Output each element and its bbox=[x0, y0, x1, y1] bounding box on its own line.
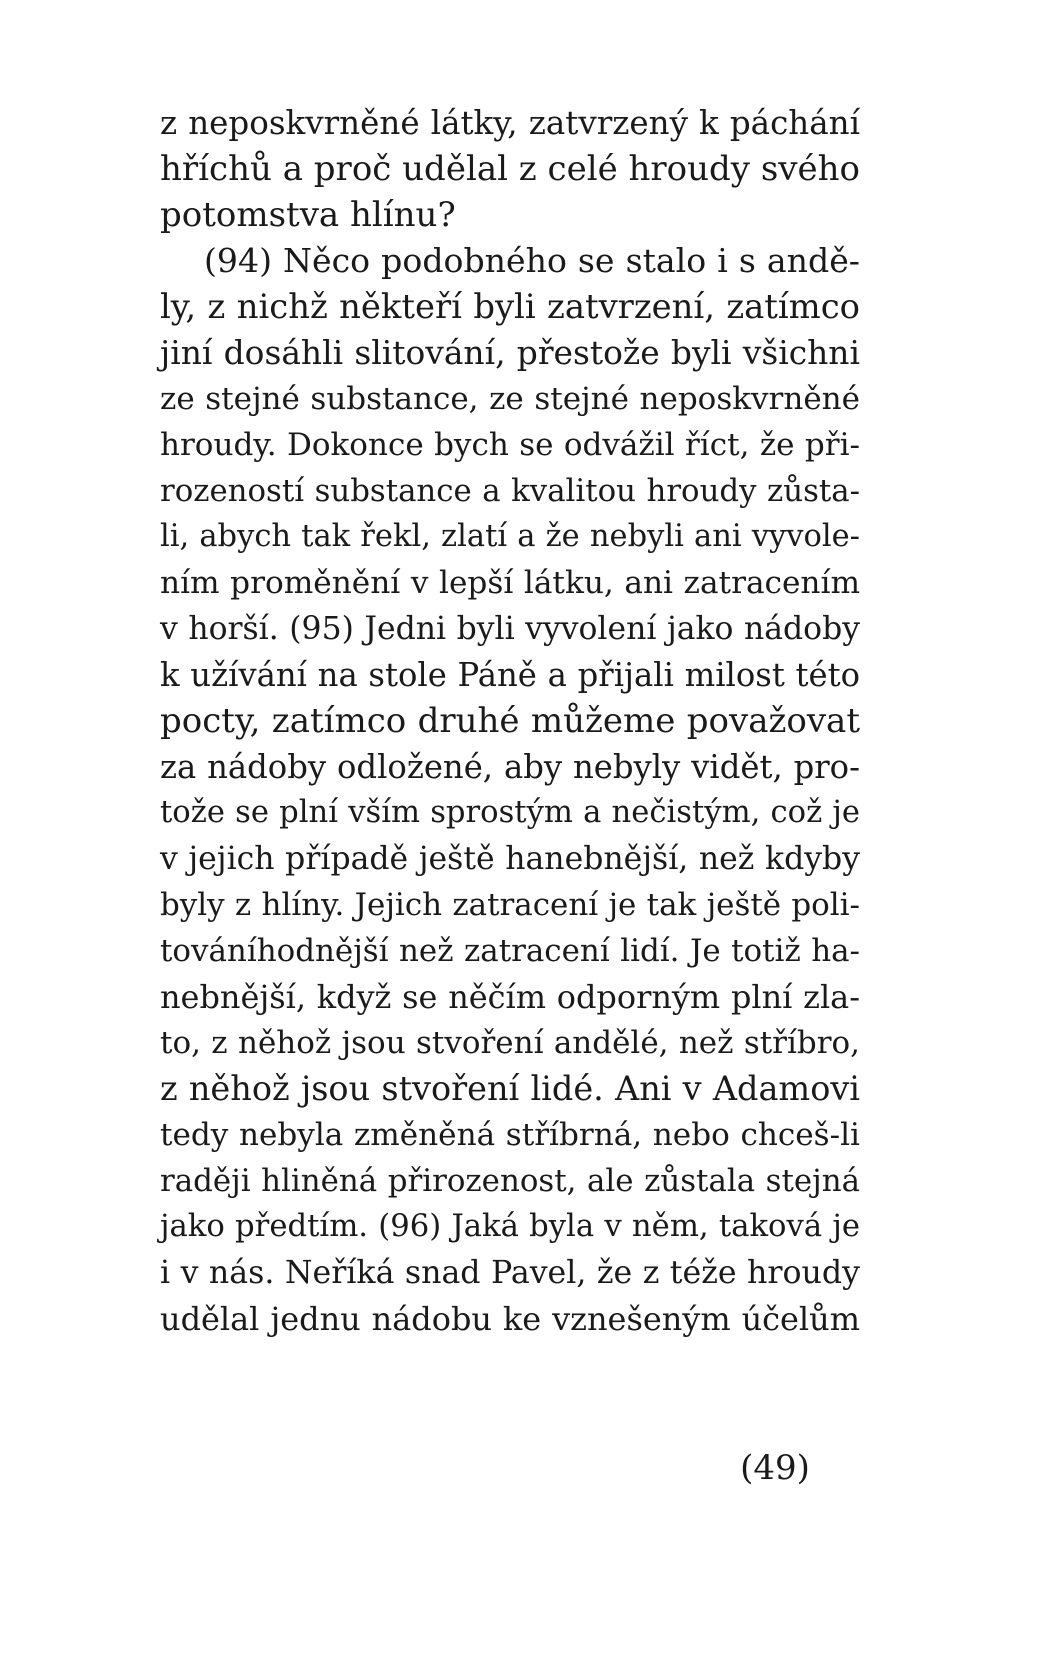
text-line: z neposkvrněné látky, zatvrzený k páchání bbox=[160, 104, 860, 142]
text-line: ním proměnění v lepší látku, ani zatracením bbox=[160, 565, 860, 601]
text-line: ly, z nichž někteří byli zatvrzení, zatímco bbox=[160, 287, 860, 326]
page-number: (49) bbox=[740, 1448, 810, 1488]
text-line: potomstva hlínu? bbox=[160, 195, 456, 235]
text-line: továníhodnější než zatracení lidí. Je totiž ha- bbox=[160, 933, 860, 969]
text-line: jiní dosáhli slitování, přestože byli všichni bbox=[160, 333, 860, 372]
text-line: tože se plní vším sprostým a nečistým, což je bbox=[160, 795, 860, 830]
text-line: hříchů a proč udělal z celé hroudy svého bbox=[160, 149, 860, 189]
text-line: v jejich případě ještě hanebnější, než kdyby bbox=[160, 841, 860, 877]
text-line: byly z hlíny. Jejich zatracení je tak ještě poli- bbox=[160, 887, 860, 923]
text-line: tedy nebyla změněná stříbrná, nebo chceš-li bbox=[160, 1117, 860, 1153]
text-line: udělal jednu nádobu ke vznešeným účelům bbox=[160, 1300, 860, 1338]
text-line: pocty, zatímco druhé můžeme považovat bbox=[160, 701, 860, 741]
text-line: z něhož jsou stvoření lidé. Ani v Adamovi bbox=[160, 1069, 860, 1108]
text-line: jako předtím. (96) Jaká byla v něm, taková je bbox=[160, 1209, 860, 1244]
text-line: nebnější, když se něčím odporným plní zla- bbox=[160, 978, 860, 1016]
text-line: ze stejné substance, ze stejné neposkvrněné bbox=[160, 381, 860, 417]
text-line: k užívání na stole Páně a přijali milost této bbox=[160, 656, 860, 694]
text-line: v horší. (95) Jedni byli vyvolení jako nádoby bbox=[160, 611, 860, 647]
text-line: i v nás. Neříká snad Pavel, že z téže hroudy bbox=[160, 1255, 860, 1291]
text-line: za nádoby odložené, aby nebyly vidět, pro- bbox=[160, 748, 860, 786]
text-line: to, z něhož jsou stvoření andělé, než stříbro, bbox=[160, 1025, 860, 1061]
text-line: hroudy. Dokonce bych se odvážil říct, že při- bbox=[160, 427, 860, 463]
text-line: raději hliněná přirozenost, ale zůstala stejná bbox=[160, 1163, 860, 1199]
text-line: rozeností substance a kvalitou hroudy zůsta- bbox=[160, 473, 860, 509]
body-text bbox=[160, 100, 860, 1342]
paragraph-start-line: (94) Něco podobného se stalo i s andě- bbox=[204, 241, 860, 280]
text-line: li, abych tak řekl, zlatí a že nebyli ani vyvole- bbox=[160, 519, 860, 554]
